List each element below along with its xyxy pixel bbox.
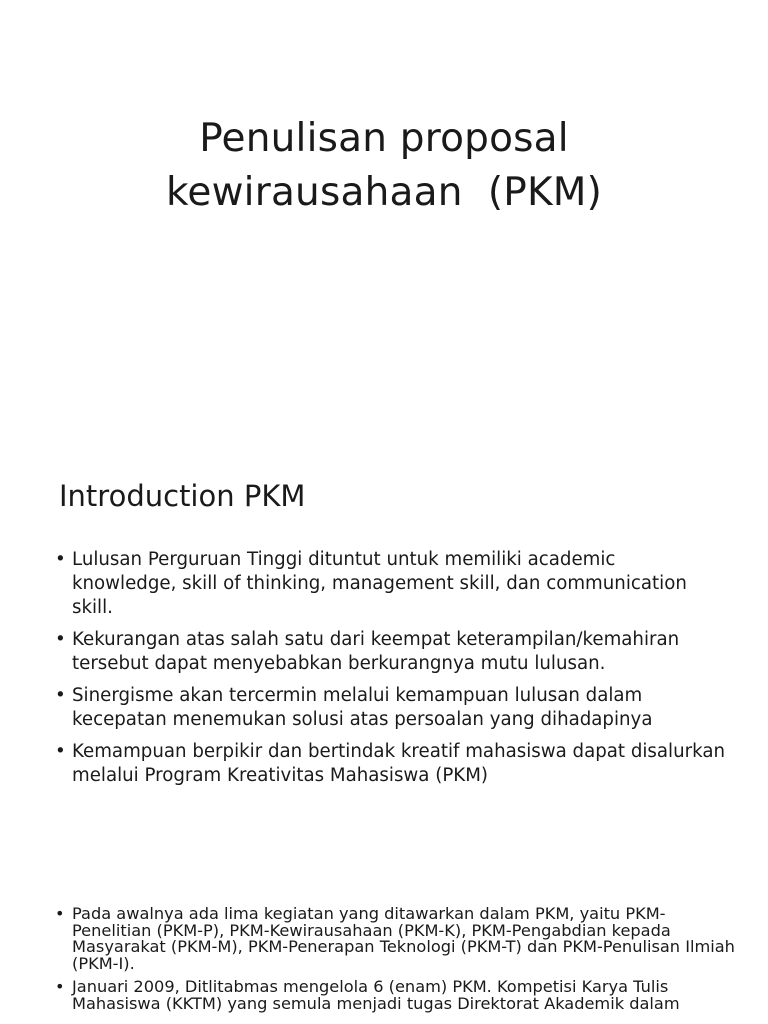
slide-title	[0, 112, 768, 220]
bullet-text: Pada awalnya ada lima kegiatan yang ditawarkan dalam PKM, yaitu PKM-Penelitian (PKM-P), PKM-Kewirausahaan (PKM-K), PKM-Pengabdian kepada Masyarakat (PKM-M), PKM-Penerapan Teknologi (PKM-T) dan PKM-Penulisan Ilmiah (PKM-I).	[72, 904, 735, 973]
title-slide	[0, 0, 768, 433]
bullet-text: Januari 2009, Ditlitabmas mengelola 6 (enam) PKM. Kompetisi Karya Tulis Mahasiswa (KKTM) yang semula menjadi tugas Direktorat Akademik dalam	[72, 977, 680, 1013]
bullet-item	[55, 740, 725, 788]
bullet-item	[55, 628, 725, 676]
bullet-marker: •	[55, 741, 66, 762]
bullet-marker: •	[55, 549, 66, 570]
introduction-slide	[0, 433, 768, 866]
bullet-item	[55, 548, 725, 620]
bullet-list	[55, 906, 735, 1019]
bullet-item	[55, 979, 735, 1012]
bullet-item	[55, 906, 735, 972]
bullet-text: Sinergisme akan tercermin melalui kemampuan lulusan dalam kecepatan menemukan solusi atas persoalan yang dihadapinya	[72, 685, 653, 730]
bullet-item	[55, 684, 725, 732]
pkm-history-slide	[0, 866, 768, 1024]
title-line: kewirausahaan (PKM)	[166, 170, 602, 215]
bullet-marker: •	[55, 977, 65, 996]
bullet-marker: •	[55, 685, 66, 706]
slide-heading: Introduction PKM	[59, 479, 306, 513]
bullet-text: Kekurangan atas salah satu dari keempat keterampilan/kemahiran tersebut dapat menyebabkan berkurangnya mutu lulusan.	[72, 629, 680, 674]
bullet-marker: •	[55, 629, 66, 650]
bullet-text: Kemampuan berpikir dan bertindak kreatif mahasiswa dapat disalurkan melalui Program Kreativitas Mahasiswa (PKM)	[72, 741, 725, 786]
bullet-marker: •	[55, 904, 65, 923]
title-line: Penulisan proposal	[199, 116, 569, 161]
bullet-list	[55, 548, 725, 796]
bullet-text: Lulusan Perguruan Tinggi dituntut untuk memiliki academic knowledge, skill of thinking, management skill, dan communication skill.	[72, 549, 687, 618]
